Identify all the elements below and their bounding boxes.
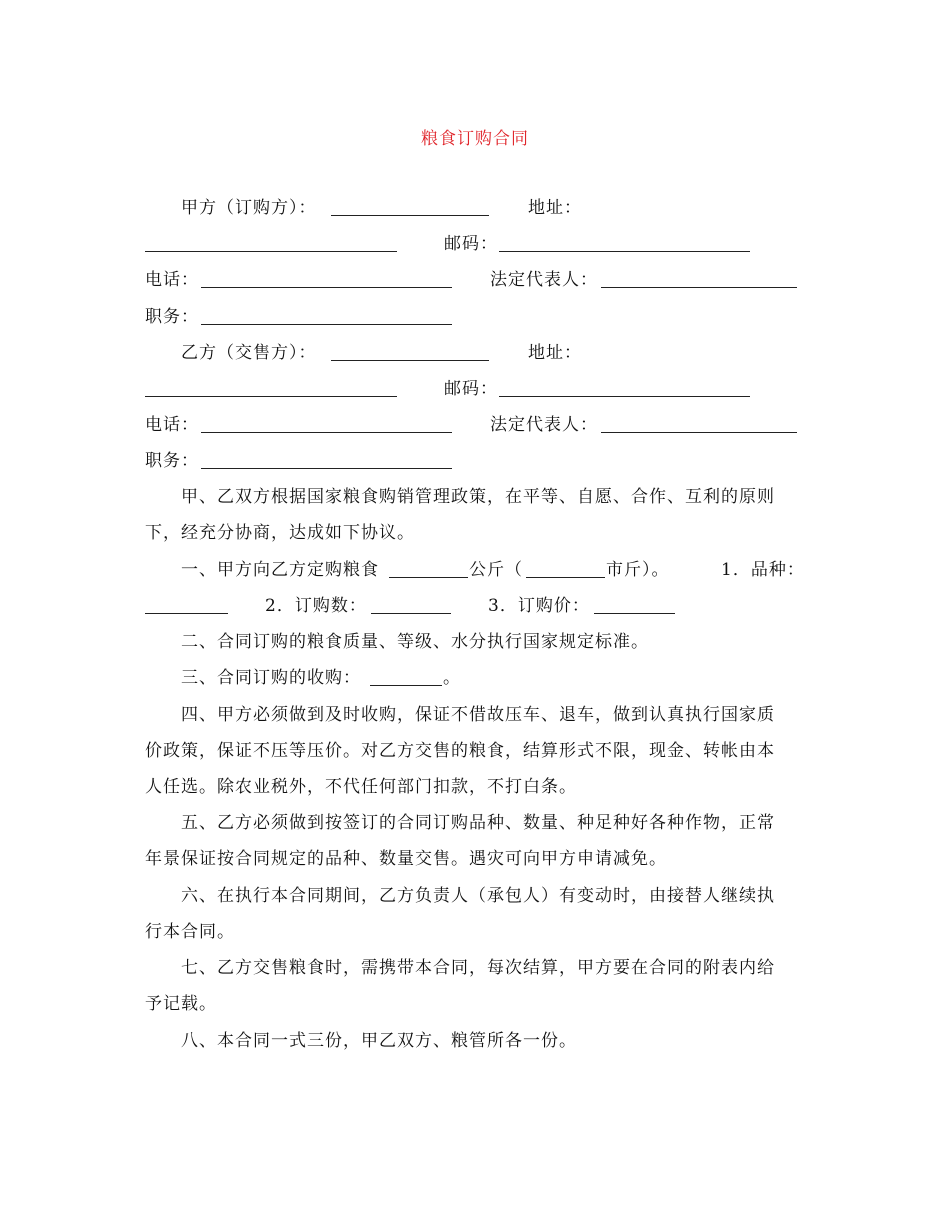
clause-4-text-2: 价政策，保证不压等压价。对乙方交售的粮食，结算形式不限，现金、转帐由本: [145, 741, 775, 761]
party-b-address-blank[interactable]: [145, 396, 397, 397]
clause-4-line-2: [145, 739, 805, 763]
clause-6-line-1: [145, 884, 805, 908]
intro-text-1: 甲、乙双方根据国家粮食购销管理政策，在平等、自愿、合作、互利的原则: [181, 487, 775, 507]
party-a-postcode-blank[interactable]: [499, 251, 750, 252]
party-a-position-blank[interactable]: [201, 324, 452, 325]
party-a-phone-blank[interactable]: [201, 287, 452, 288]
clause-3-blank[interactable]: [370, 685, 442, 686]
party-a-label: 甲方（订购方）：: [181, 198, 317, 218]
clause-7-line-2: [145, 992, 805, 1016]
intro-line-2: [145, 521, 805, 545]
clause-5-text-1: 五、乙方必须做到按签订的合同订购品种、数量、种足种好各种作物，正常: [181, 813, 775, 833]
clause-1-unit-jin: 市斤）。: [606, 560, 670, 580]
party-a-position-label: 职务：: [145, 307, 199, 327]
party-b-label: 乙方（交售方）：: [181, 343, 317, 363]
clause-7-text-1: 七、乙方交售粮食时，需携带本合同，每次结算，甲方要在合同的附表内给: [181, 958, 775, 978]
clause-1-variety-blank[interactable]: [145, 613, 228, 614]
party-b-address-row: [145, 377, 805, 401]
clause-2-text: 二、合同订购的粮食质量、等级、水分执行国家规定标准。: [181, 632, 649, 652]
clause-7-line-1: [145, 956, 805, 980]
party-b-address-label: 地址：: [528, 343, 582, 363]
party-b-row: [145, 341, 805, 365]
clause-1-jin-blank[interactable]: [526, 577, 605, 578]
party-a-postcode-label: 邮码：: [444, 234, 498, 254]
clause-1-price-blank[interactable]: [594, 613, 675, 614]
clause-5-text-2: 年景保证按合同规定的品种、数量交售。遇灾可向甲方申请减免。: [145, 849, 667, 869]
party-b-phone-row: [145, 413, 805, 437]
clause-1-kg-blank[interactable]: [389, 577, 468, 578]
clause-5-line-1: [145, 811, 805, 835]
party-a-position-row: [145, 305, 805, 329]
party-a-row: [145, 196, 805, 220]
clause-6-text-1: 六、在执行本合同期间，乙方负责人（承包人）有变动时，由接替人继续执: [181, 886, 775, 906]
party-b-legal-rep-label: 法定代表人：: [490, 415, 598, 435]
clause-5-line-2: [145, 847, 805, 871]
party-a-legal-rep-blank[interactable]: [601, 287, 797, 288]
party-a-address-label: 地址：: [528, 198, 582, 218]
clause-4-line-1: [145, 703, 805, 727]
clause-6-line-2: [145, 920, 805, 944]
party-b-position-row: [145, 449, 805, 473]
party-a-legal-rep-label: 法定代表人：: [490, 270, 598, 290]
clause-6-text-2: 行本合同。: [145, 922, 235, 942]
party-a-name-blank[interactable]: [331, 215, 489, 216]
clause-4-text-1: 四、甲方必须做到及时收购，保证不借故压车、退车，做到认真执行国家质: [181, 705, 775, 725]
clause-8-text: 八、本合同一式三份，甲乙双方、粮管所各一份。: [181, 1031, 577, 1051]
document-title: 粮食订购合同: [421, 129, 529, 149]
clause-1-prefix: 一、甲方向乙方定购粮食: [181, 560, 379, 580]
clause-7-text-2: 予记载。: [145, 994, 217, 1014]
party-a-phone-label: 电话：: [145, 270, 199, 290]
party-a-phone-row: [145, 268, 805, 292]
clause-3-prefix: 三、合同订购的收购：: [181, 668, 361, 688]
clause-1-item-quantity: 2．订购数：: [265, 596, 367, 616]
party-b-position-label: 职务：: [145, 451, 199, 471]
clause-4-text-3: 人任选。除农业税外，不代任何部门扣款，不打白条。: [145, 777, 577, 797]
clause-1-item-variety: 1．品种：: [721, 560, 805, 580]
party-b-position-blank[interactable]: [201, 468, 452, 469]
clause-4-line-3: [145, 775, 805, 799]
clause-1-items-row: [145, 594, 805, 618]
party-b-postcode-label: 邮码：: [444, 379, 498, 399]
clause-3-suffix: 。: [443, 668, 461, 688]
party-b-phone-blank[interactable]: [201, 432, 452, 433]
party-b-phone-label: 电话：: [145, 415, 199, 435]
clause-3-row: [145, 666, 805, 690]
intro-line-1: [145, 485, 805, 509]
clause-8-row: [145, 1029, 805, 1053]
clause-1-row: [145, 558, 805, 582]
party-b-legal-rep-blank[interactable]: [601, 432, 797, 433]
party-a-address-row: [145, 232, 805, 256]
clause-1-quantity-blank[interactable]: [371, 613, 451, 614]
clause-1-item-price: 3．订购价：: [488, 596, 590, 616]
party-b-postcode-blank[interactable]: [499, 396, 750, 397]
clause-2-row: [145, 630, 805, 654]
party-a-address-blank[interactable]: [145, 251, 397, 252]
clause-1-unit-kg: 公斤（: [469, 560, 523, 580]
party-b-name-blank[interactable]: [331, 360, 489, 361]
intro-text-2: 下，经充分协商，达成如下协议。: [145, 523, 415, 543]
